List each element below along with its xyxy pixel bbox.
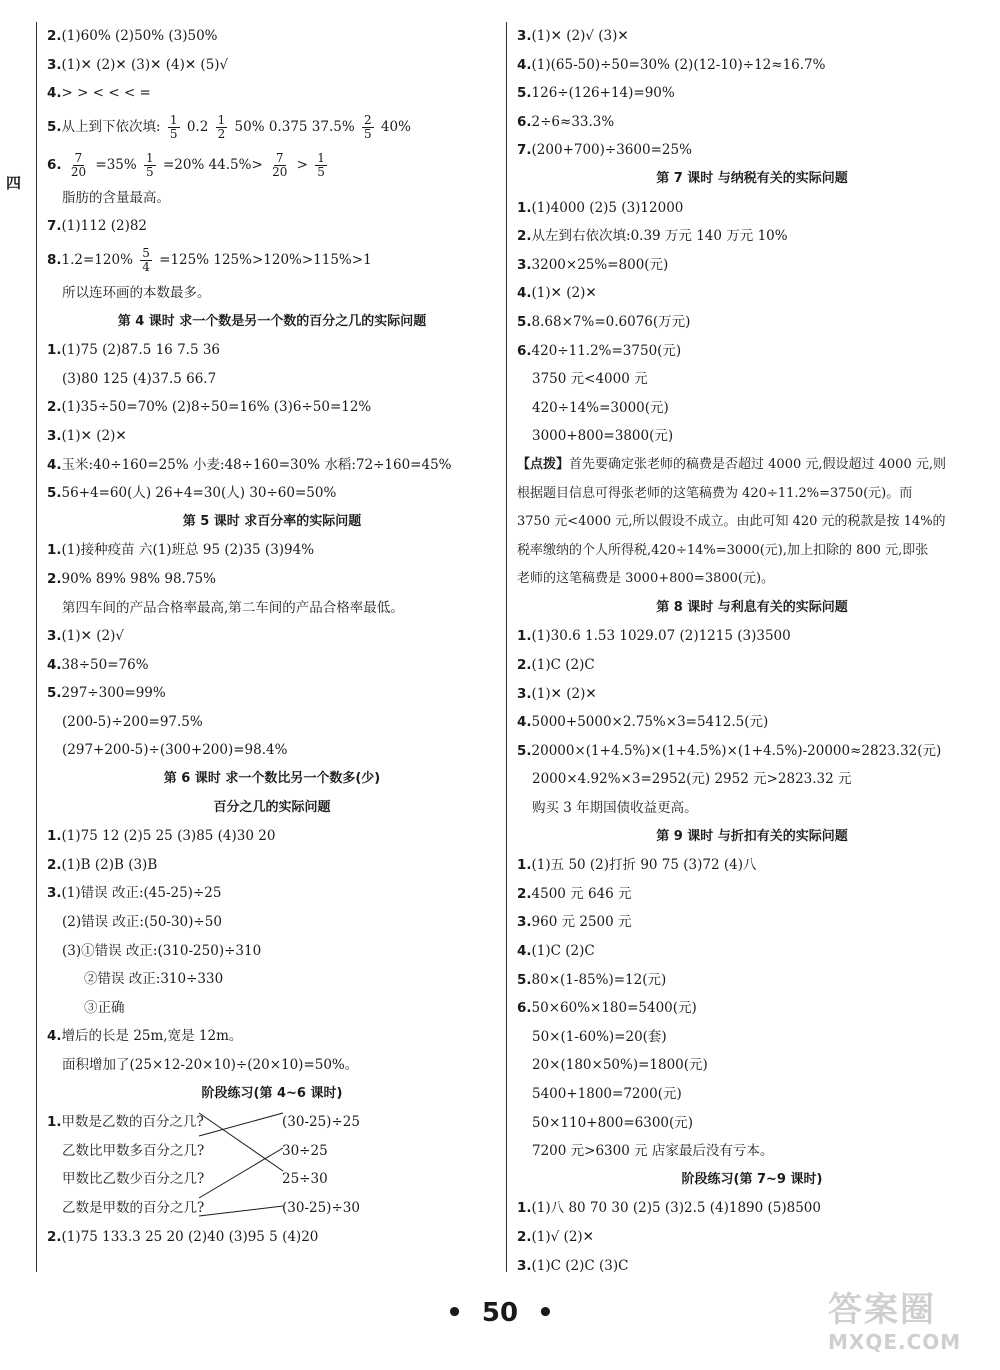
side-mark: 四 bbox=[6, 174, 22, 192]
answer-line: (2)错误 改正:(50-30)÷50 bbox=[62, 914, 222, 931]
section-heading: 阶段练习(第 4~6 课时) bbox=[201, 1085, 343, 1101]
answer-line: 5.20000×(1+4.5%)×(1+4.5%)×(1+4.5%)-20000≈2823.32(元) bbox=[517, 742, 942, 759]
tip-line: 老师的这笔稿费是 3000+800=3800(元)。 bbox=[517, 571, 775, 587]
answer-line: 1.(1)75 12 (2)5 25 (3)85 (4)30 20 bbox=[47, 828, 276, 845]
section-heading: 百分之几的实际问题 bbox=[213, 799, 331, 815]
match-answer: (30-25)÷30 bbox=[282, 1199, 360, 1216]
tip-line: 3750 元<4000 元,所以假设不成立。由此可知 420 元的税款是按 14%的 bbox=[517, 514, 946, 530]
answer-line: 4.(1)C (2)C bbox=[517, 943, 595, 959]
answer-line: 50×(1-60%)=20(套) bbox=[532, 1028, 667, 1045]
answer-line: 1.(1)五 50 (2)打折 90 75 (3)72 (4)八 bbox=[517, 857, 757, 874]
answer-line: 4.> > < < < = bbox=[47, 85, 151, 102]
matching-exercise bbox=[47, 1108, 497, 1222]
answer-line: 7200 元>6300 元 店家最后没有亏本。 bbox=[532, 1143, 774, 1160]
answer-line: 4.38÷50=76% bbox=[47, 656, 149, 673]
right-column bbox=[517, 22, 987, 1280]
answer-line: 5.8.68×7%=0.6076(万元) bbox=[517, 313, 691, 330]
watermark-cn: 答案圈 bbox=[828, 1290, 936, 1330]
answer-line: 8.1.2=120% $\frac{5}{4}$ =125% 125%>120%>115%>1 bbox=[47, 245, 372, 274]
answer-line: 6.50×60%×180=5400(元) bbox=[517, 1000, 697, 1017]
answer-line: 7.(1)112 (2)82 bbox=[47, 218, 148, 235]
answer-line: 5.56+4=60(人) 26+4=30(人) 30÷60=50% bbox=[47, 485, 337, 502]
fraction: $\frac{1}{5}$ bbox=[169, 112, 178, 141]
match-question: 乙数比甲数多百分之几? bbox=[62, 1142, 205, 1159]
answer-line: 1.(1)八 80 70 30 (2)5 (3)2.5 (4)1890 (5)8500 bbox=[517, 1200, 821, 1217]
section-heading: 第 6 课时 求一个数比另一个数多(少) bbox=[163, 771, 381, 787]
answer-line: 1.(1)接种疫苗 六(1)班总 95 (2)35 (3)94% bbox=[47, 542, 315, 559]
answer-line: ③正确 bbox=[84, 999, 125, 1016]
answer-line: 3.(1)C (2)C (3)C bbox=[517, 1257, 629, 1274]
column-divider bbox=[506, 22, 507, 1272]
answer-line: 3.(1)✕ (2)✕ bbox=[47, 427, 127, 444]
fraction: $\frac{1}{5}$ bbox=[317, 150, 325, 179]
answer-line: 6. $\frac{7}{20}$ =35% $\frac{1}{5}$ =20% 44.5%> $\frac{7}{20}$ > $\frac{1}{5}$ bbox=[47, 150, 325, 179]
answer-line: 4.玉米:40÷160=25% 小麦:48÷160=30% 水稻:72÷160=45% bbox=[47, 456, 452, 473]
left-margin-rule bbox=[36, 22, 37, 1272]
tip-line: 税率缴纳的个人所得税,420÷14%=3000(元),加上扣除的 800 元,即张 bbox=[517, 542, 929, 558]
answer-line: 面积增加了(25×12-20×10)÷(20×10)=50%。 bbox=[62, 1057, 359, 1073]
answer-line: 4.5000+5000×2.75%×3=5412.5(元) bbox=[517, 714, 769, 731]
page-number-text: 50 bbox=[481, 1298, 519, 1328]
answer-line: (3)①错误 改正:(310-250)÷310 bbox=[62, 942, 262, 959]
answer-line: 2.从左到右依次填:0.39 万元 140 万元 10% bbox=[517, 228, 788, 245]
answer-line: 2.(1)60% (2)50% (3)50% bbox=[47, 28, 218, 44]
answer-line: 3.(1)错误 改正:(45-25)÷25 bbox=[47, 885, 222, 902]
answer-line: 2.(1)B (2)B (3)B bbox=[47, 856, 158, 873]
answer-line: 6.420÷11.2%=3750(元) bbox=[517, 342, 682, 359]
fraction: $\frac{7}{20}$ bbox=[272, 150, 288, 179]
answer-line: 6.2÷6≈33.3% bbox=[517, 113, 615, 130]
match-question: 甲数比乙数少百分之几? bbox=[62, 1171, 205, 1188]
fraction: $\frac{5}{4}$ bbox=[142, 245, 150, 274]
fraction: $\frac{1}{5}$ bbox=[146, 150, 154, 179]
answer-line: (200-5)÷200=97.5% bbox=[62, 713, 203, 730]
answer-line: 420÷14%=3000(元) bbox=[532, 399, 669, 416]
answer-line: 2.(1)√ (2)✕ bbox=[517, 1228, 594, 1245]
answer-line: 20×(180×50%)=1800(元) bbox=[532, 1057, 708, 1074]
answer-line: 4.(1)✕ (2)✕ bbox=[517, 285, 597, 302]
match-question: 甲数是乙数的百分之几? bbox=[61, 1114, 204, 1131]
fraction: $\frac{2}{5}$ bbox=[363, 112, 372, 141]
watermark-logo bbox=[828, 1290, 994, 1360]
section-heading: 第 9 课时 与折扣有关的实际问题 bbox=[656, 828, 848, 844]
answer-line: 脂肪的含量最高。 bbox=[62, 189, 170, 206]
answer-line: 3.960 元 2500 元 bbox=[517, 914, 632, 931]
left-column bbox=[47, 22, 497, 1251]
section-heading: 第 4 课时 求一个数是另一个数的百分之几的实际问题 bbox=[117, 313, 427, 329]
match-answer: 30÷25 bbox=[282, 1142, 328, 1159]
fraction: $\frac{7}{20}$ bbox=[70, 150, 87, 179]
answer-line: 4.(1)(65-50)÷50=30% (2)(12-10)÷12≈16.7% bbox=[517, 56, 826, 73]
match-row bbox=[47, 1165, 497, 1194]
answer-line: 2.90% 89% 98% 98.75% bbox=[47, 570, 216, 587]
answer-line: 2.(1)C (2)C bbox=[517, 657, 595, 674]
answer-line: (3)80 125 (4)37.5 66.7 bbox=[62, 370, 217, 387]
answer-line: 第四车间的产品合格率最高,第二车间的产品合格率最低。 bbox=[62, 599, 404, 616]
answer-line: 2.4500 元 646 元 bbox=[517, 885, 632, 902]
answer-line: 3.(1)✕ (2)√ bbox=[47, 628, 124, 645]
answer-line: 3.(1)✕ (2)√ (3)✕ bbox=[517, 28, 629, 44]
answer-line: 1.(1)4000 (2)5 (3)12000 bbox=[517, 199, 684, 216]
answer-line: 3.(1)✕ (2)✕ bbox=[517, 685, 597, 702]
answer-line: 5.126÷(126+14)=90% bbox=[517, 85, 675, 102]
answer-line: 5400+1800=7200(元) bbox=[532, 1085, 682, 1102]
tip-line: 【点拨】首先要确定张老师的稿费是否超过 4000 元,假设超过 4000 元,则 bbox=[517, 456, 946, 472]
match-row: 1.甲数是乙数的百分之几? (30-25)÷25 bbox=[47, 1108, 497, 1137]
answer-line: 2.(1)75 133.3 25 20 (2)40 (3)95 5 (4)20 bbox=[47, 1228, 319, 1245]
answer-line: 3750 元<4000 元 bbox=[532, 371, 648, 388]
section-heading: 第 8 课时 与利息有关的实际问题 bbox=[656, 599, 848, 615]
tip-line: 根据题目信息可得张老师的这笔稿费为 420÷11.2%=3750(元)。而 bbox=[517, 485, 913, 501]
watermark-en: MXQE.COM bbox=[828, 1330, 962, 1354]
match-row bbox=[47, 1137, 497, 1166]
answer-line: 所以连环画的本数最多。 bbox=[62, 284, 211, 301]
section-heading: 阶段练习(第 7~9 课时) bbox=[681, 1171, 823, 1187]
answer-line: ②错误 改正:310÷330 bbox=[84, 971, 224, 988]
answer-line: 3000+800=3800(元) bbox=[532, 428, 674, 445]
answer-line: 5.297÷300=99% bbox=[47, 685, 166, 702]
answer-line: 购买 3 年期国债收益更高。 bbox=[532, 800, 698, 817]
answer-line: 2000×4.92%×3=2952(元) 2952 元>2823.32 元 bbox=[532, 771, 852, 788]
answer-line: 2.(1)35÷50=70% (2)8÷50=16% (3)6÷50=12% bbox=[47, 399, 372, 416]
answer-line: 3.(1)✕ (2)✕ (3)✕ (4)✕ (5)√ bbox=[47, 56, 229, 73]
match-answer: 25÷30 bbox=[282, 1171, 328, 1188]
dot-icon: • bbox=[537, 1298, 554, 1328]
tip-tag: 【点拨】 bbox=[517, 456, 570, 472]
match-answer: (30-25)÷25 bbox=[282, 1114, 360, 1131]
answer-line: (297+200-5)÷(300+200)=98.4% bbox=[62, 742, 288, 759]
answer-line: 1.(1)30.6 1.53 1029.07 (2)1215 (3)3500 bbox=[517, 628, 791, 645]
dot-icon: • bbox=[446, 1298, 463, 1328]
answer-line: 1.(1)75 (2)87.5 16 7.5 36 bbox=[47, 342, 221, 359]
answer-line: 7.(200+700)÷3600=25% bbox=[517, 142, 692, 159]
fraction: $\frac{1}{2}$ bbox=[217, 112, 226, 141]
section-heading: 第 7 课时 与纳税有关的实际问题 bbox=[656, 170, 848, 186]
answer-line: 50×110+800=6300(元) bbox=[532, 1114, 694, 1131]
match-row bbox=[47, 1194, 497, 1223]
answer-line: 3.3200×25%=800(元) bbox=[517, 256, 669, 273]
answer-line: 5.从上到下依次填: $\frac{1}{5}$ 0.2 $\frac{1}{2}$ 50% 0.375 37.5% $\frac{2}{5}$ 40% bbox=[47, 112, 411, 141]
answer-line: 5.80×(1-85%)=12(元) bbox=[517, 971, 667, 988]
section-heading: 第 5 课时 求百分率的实际问题 bbox=[182, 513, 362, 529]
answer-line: 4.增后的长是 25m,宽是 12m。 bbox=[47, 1028, 243, 1045]
match-question: 乙数是甲数的百分之几? bbox=[62, 1199, 205, 1216]
